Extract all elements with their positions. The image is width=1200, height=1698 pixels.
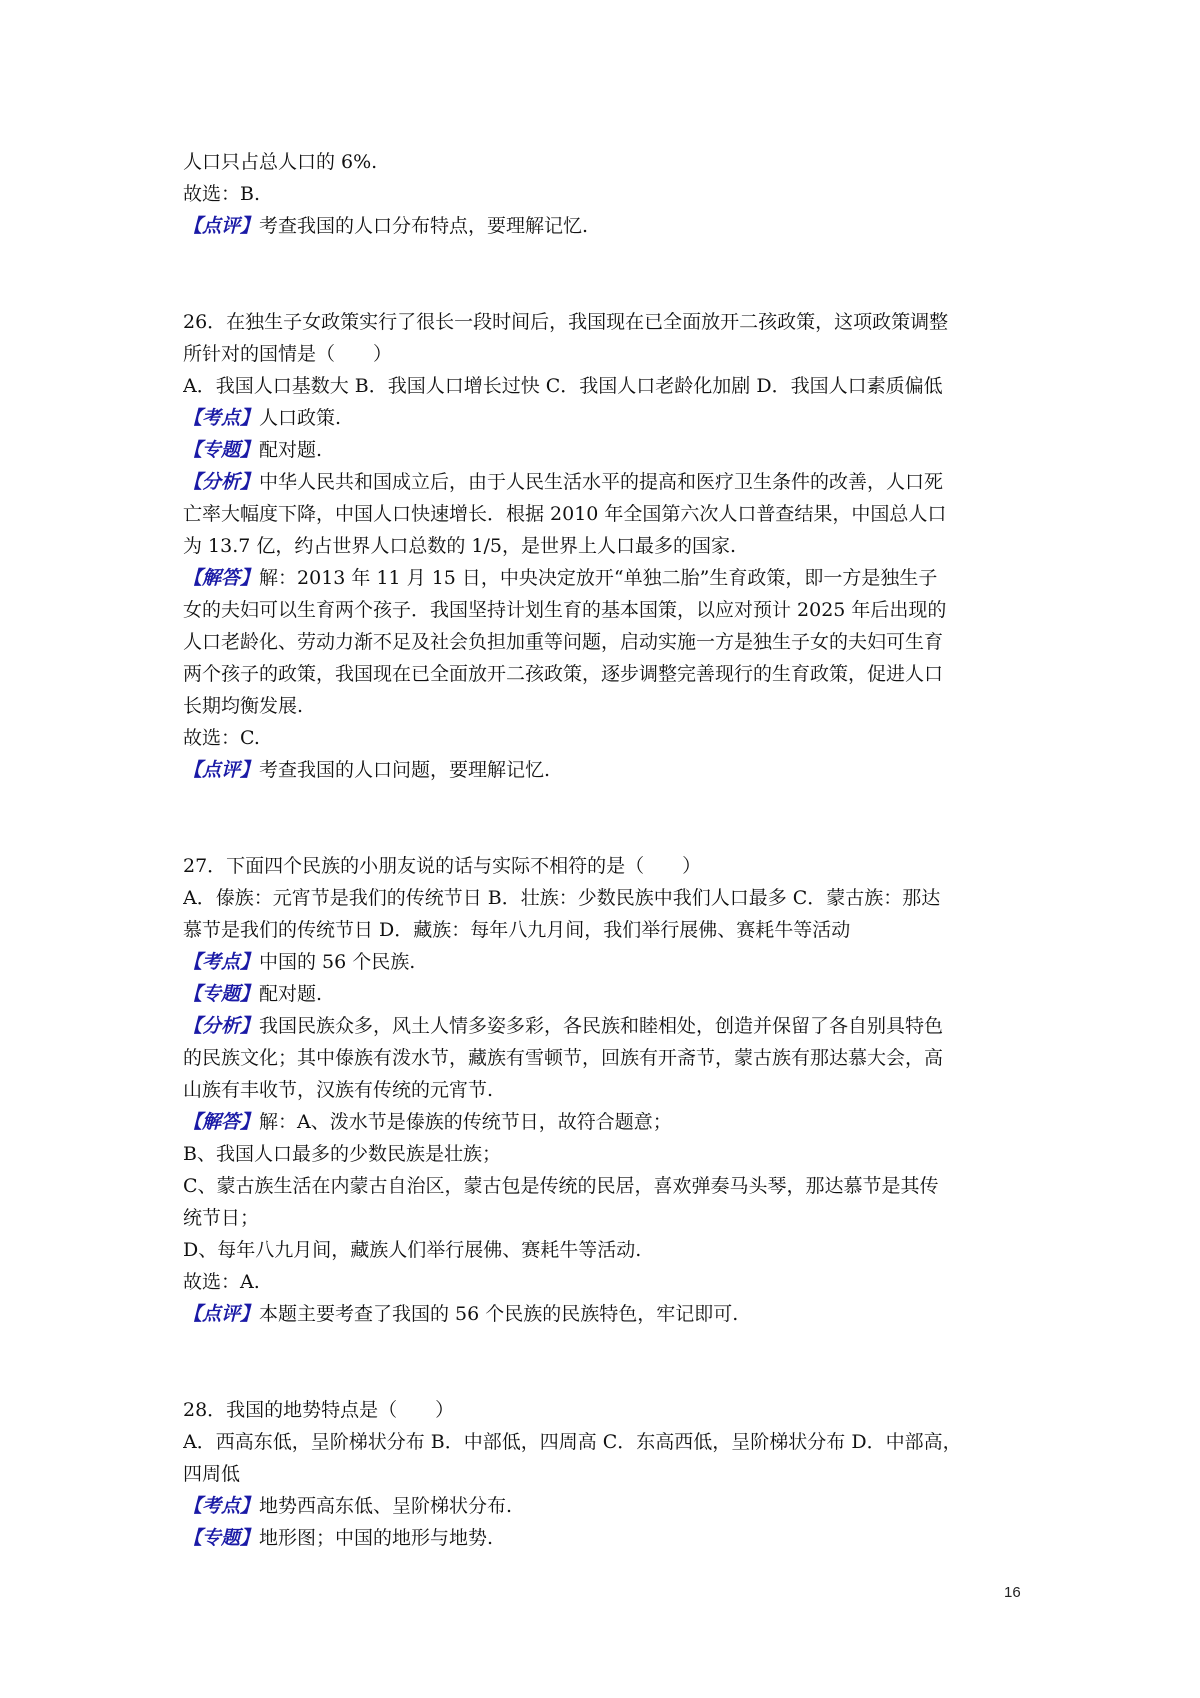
kaodian-text: 地势西高东低、呈阶梯状分布.: [259, 1495, 513, 1517]
zhuanti-line: [183, 978, 1028, 1010]
kaodian-line: [183, 402, 1028, 434]
text-line: 人口只占总人口的 6%.: [183, 151, 378, 173]
jieda-text: 解：A、泼水节是傣族的传统节日，故符合题意；: [259, 1111, 672, 1133]
tag-dianping: 【点评】: [183, 215, 260, 237]
tag-zhuanti: 【专题】: [183, 983, 260, 1005]
tag-fenxi: 【分析】: [183, 471, 260, 493]
jieda-line: 两个孩子的政策，我国现在已全面放开二孩政策，逐步调整完善现行的生育政策，促进人口: [183, 663, 944, 685]
jieda-line: B、我国人口最多的少数民族是壮族；: [183, 1143, 501, 1165]
fenxi-line: 为 13.7 亿，约占世界人口总数的 1/5，是世界上人口最多的国家.: [183, 535, 737, 557]
question-26-options: A．我国人口基数大 B．我国人口增长过快 C．我国人口老龄化加剧 D．我国人口素质偏低: [183, 375, 943, 397]
comment-line: [183, 210, 1028, 242]
fenxi-text: 我国民族众多，风土人情多姿多彩，各民族和睦相处，创造并保留了各自别具特色: [259, 1015, 944, 1037]
tag-zhuanti: 【专题】: [183, 1527, 260, 1549]
tag-kaodian: 【考点】: [183, 1495, 260, 1517]
question-27-stem: 27．下面四个民族的小朋友说的话与实际不相符的是（ ）: [183, 855, 702, 877]
dianping-text: 本题主要考查了我国的 56 个民族的民族特色，牢记即可.: [259, 1303, 739, 1325]
jieda-line: 长期均衡发展.: [183, 695, 304, 717]
dianping-text: 考查我国的人口问题，要理解记忆.: [259, 759, 551, 781]
page-number: 16: [1004, 1584, 1021, 1601]
page-content: [183, 146, 1028, 1554]
zhuanti-text: 配对题.: [259, 439, 323, 461]
comment-text: 考查我国的人口分布特点，要理解记忆.: [259, 215, 589, 237]
tag-fenxi: 【分析】: [183, 1015, 260, 1037]
jieda-line: 人口老龄化、劳动力渐不足及社会负担加重等问题，启动实施一方是独生子女的夫妇可生育: [183, 631, 944, 653]
jieda-line: [183, 1106, 1028, 1138]
zhuanti-text: 地形图；中国的地形与地势.: [259, 1527, 494, 1549]
zhuanti-text: 配对题.: [259, 983, 323, 1005]
spacer: [183, 1330, 1028, 1394]
fenxi-line: 山族有丰收节，汉族有传统的元宵节.: [183, 1079, 494, 1101]
jieda-line: [183, 562, 1028, 594]
question-27-options-line-1: A．傣族：元宵节是我们的传统节日 B．壮族：少数民族中我们人口最多 C．蒙古族：那达: [183, 887, 941, 909]
tag-kaodian: 【考点】: [183, 407, 260, 429]
kaodian-text: 人口政策.: [259, 407, 342, 429]
fenxi-text: 中华人民共和国成立后，由于人民生活水平的提高和医疗卫生条件的改善，人口死: [259, 471, 944, 493]
jieda-line: C、蒙古族生活在内蒙古自治区，蒙古包是传统的民居，喜欢弹奏马头琴，那达慕节是其传: [183, 1175, 939, 1197]
jieda-line: D、每年八九月间，藏族人们举行展佛、赛耗牛等活动.: [183, 1239, 642, 1261]
tag-zhuanti: 【专题】: [183, 439, 260, 461]
zhuanti-line: [183, 1522, 1028, 1554]
question-26-stem-line-1: 26．在独生子女政策实行了很长一段时间后，我国现在已全面放开二孩政策，这项政策调整: [183, 311, 949, 333]
kaodian-text: 中国的 56 个民族.: [259, 951, 416, 973]
question-28-options-line-2: 四周低: [183, 1463, 241, 1485]
spacer: [183, 786, 1028, 850]
answer-line: 故选：C.: [183, 727, 260, 749]
fenxi-line: [183, 1010, 1028, 1042]
kaodian-line: [183, 1490, 1028, 1522]
jieda-text: 解：2013 年 11 月 15 日，中央决定放开“单独二胎”生育政策，即一方是独生子: [259, 567, 938, 589]
tag-jieda: 【解答】: [183, 1111, 260, 1133]
fenxi-line: [183, 466, 1028, 498]
jieda-line: 统节日；: [183, 1207, 260, 1229]
dianping-line: [183, 754, 1028, 786]
fenxi-line: 亡率大幅度下降，中国人口快速增长．根据 2010 年全国第六次人口普查结果，中国总人口: [183, 503, 947, 525]
dianping-line: [183, 1298, 1028, 1330]
zhuanti-line: [183, 434, 1028, 466]
tag-dianping: 【点评】: [183, 1303, 260, 1325]
tag-dianping: 【点评】: [183, 759, 260, 781]
jieda-line: 女的夫妇可以生育两个孩子．我国坚持计划生育的基本国策，以应对预计 2025 年后出现的: [183, 599, 947, 621]
tag-jieda: 【解答】: [183, 567, 260, 589]
question-28-stem: 28．我国的地势特点是（ ）: [183, 1399, 455, 1421]
question-27-options-line-2: 慕节是我们的传统节日 D．藏族：每年八九月间，我们举行展佛、赛耗牛等活动: [183, 919, 851, 941]
kaodian-line: [183, 946, 1028, 978]
tag-kaodian: 【考点】: [183, 951, 260, 973]
spacer: [183, 242, 1028, 306]
fenxi-line: 的民族文化；其中傣族有泼水节，藏族有雪顿节，回族有开斋节，蒙古族有那达慕大会，高: [183, 1047, 944, 1069]
answer-line: 故选：B.: [183, 183, 261, 205]
question-26-stem-line-2: 所针对的国情是（ ）: [183, 343, 393, 365]
answer-line: 故选：A.: [183, 1271, 260, 1293]
question-28-options-line-1: A．西高东低，呈阶梯状分布 B．中部低，四周高 C．东高西低，呈阶梯状分布 D．中部高，: [183, 1431, 962, 1453]
